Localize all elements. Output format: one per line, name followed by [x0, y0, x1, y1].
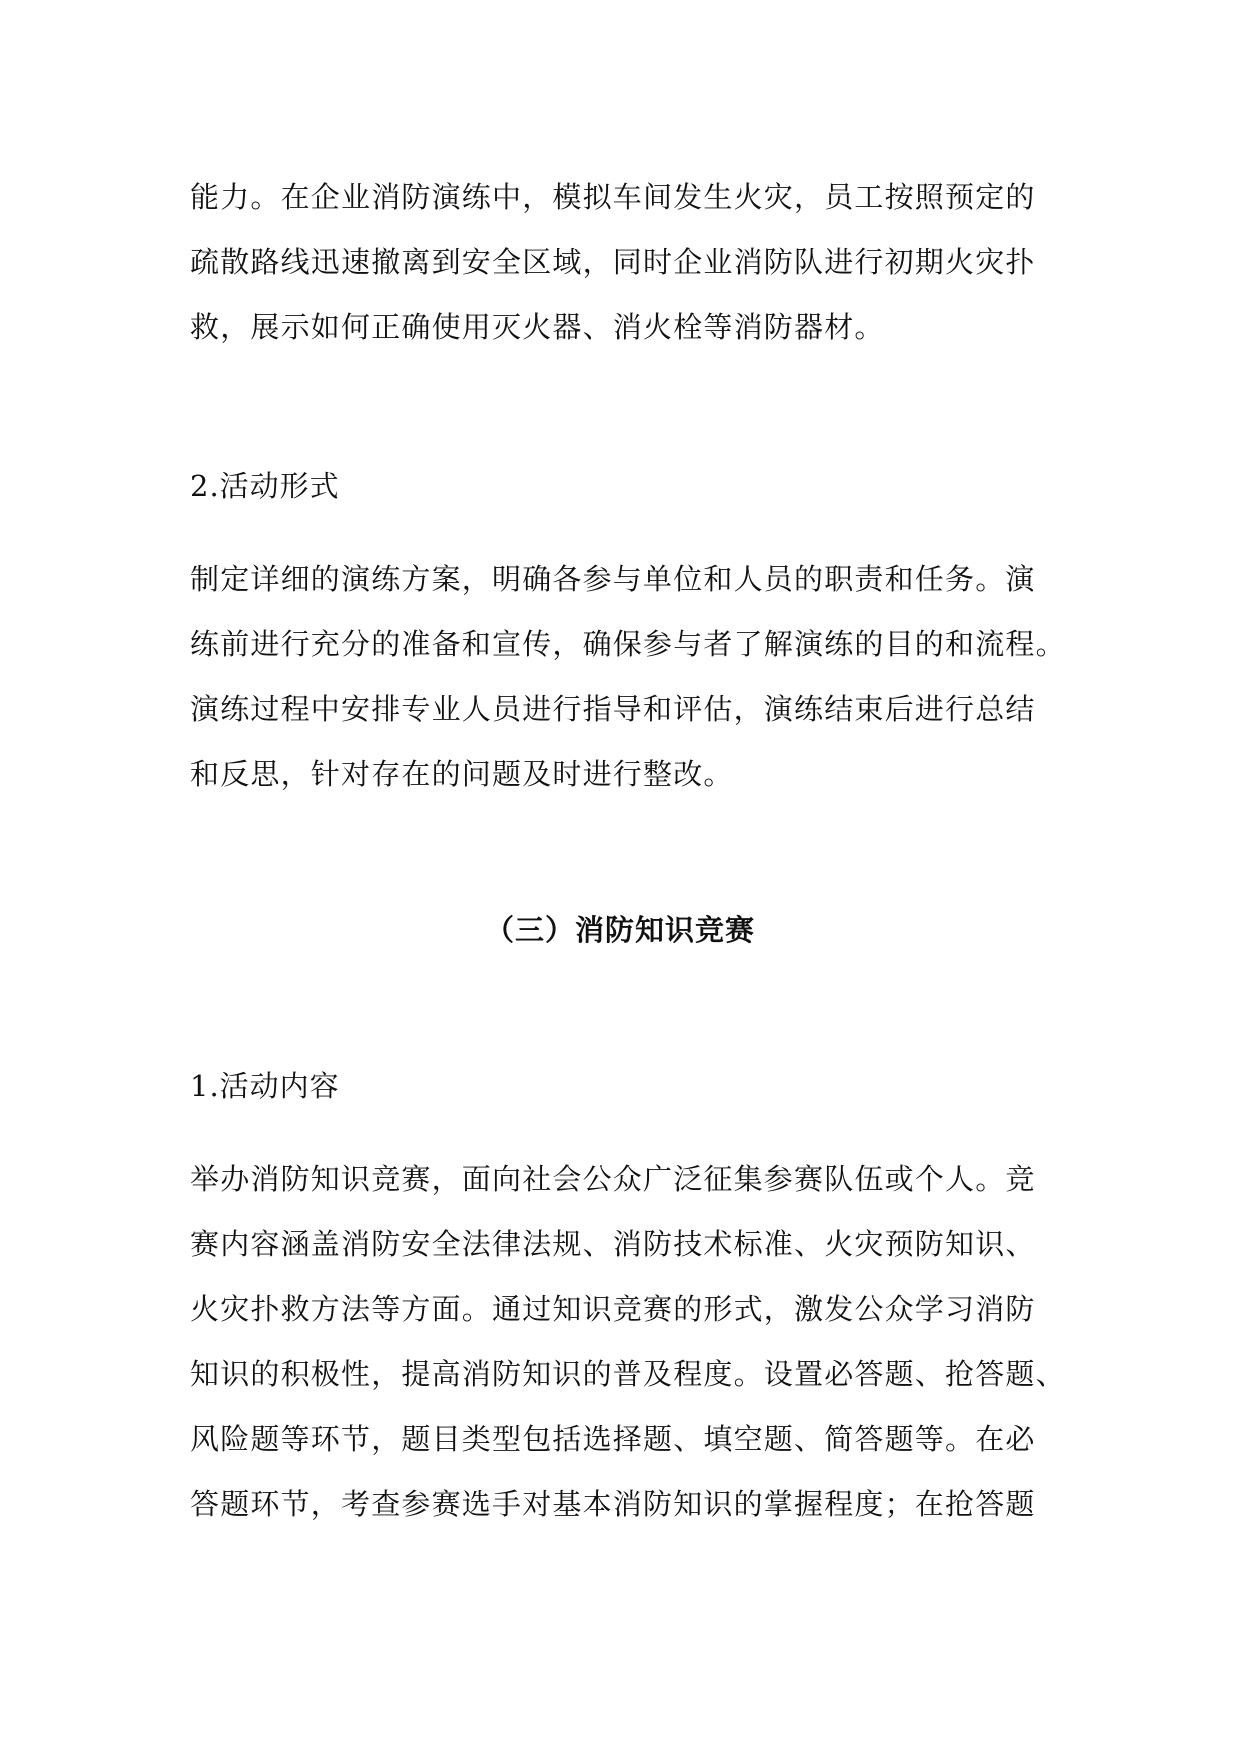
text-line: 能力。在企业消防演练中，模拟车间发生火灾，员工按照预定的 [190, 180, 1036, 214]
text-line: 火灾扑救方法等方面。通过知识竞赛的形式，激发公众学习消防 [190, 1292, 1036, 1326]
paragraph-activity-form [190, 547, 1066, 807]
paragraph-activity-content [190, 1147, 1066, 1537]
section-title-fire-knowledge-contest: （三）消防知识竞赛 [484, 913, 755, 947]
paragraph-fire-drill-description [190, 165, 1060, 360]
heading-activity-content: 1.活动内容 [190, 1069, 340, 1103]
text-line: 答题环节，考查参赛选手对基本消防知识的掌握程度；在抢答题 [190, 1487, 1036, 1521]
text-line: 制定详细的演练方案，明确各参与单位和人员的职责和任务。演 [190, 562, 1036, 596]
text-line: 赛内容涵盖消防安全法律法规、消防技术标准、火灾预防知识、 [190, 1227, 1036, 1261]
text-line: 疏散路线迅速撤离到安全区域，同时企业消防队进行初期火灾扑 [190, 245, 1036, 279]
text-line: 风险题等环节，题目类型包括选择题、填空题、简答题等。在必 [190, 1422, 1036, 1456]
text-line: 和反思，针对存在的问题及时进行整改。 [190, 757, 734, 791]
heading-activity-form: 2.活动形式 [190, 469, 340, 503]
text-line: 练前进行充分的准备和宣传，确保参与者了解演练的目的和流程。 [190, 627, 1066, 661]
text-line: 举办消防知识竞赛，面向社会公众广泛征集参赛队伍或个人。竞 [190, 1162, 1036, 1196]
text-line: 演练过程中安排专业人员进行指导和评估，演练结束后进行总结 [190, 692, 1036, 726]
text-line: 知识的积极性，提高消防知识的普及程度。设置必答题、抢答题、 [190, 1357, 1066, 1391]
text-line: 救，展示如何正确使用灭火器、消火栓等消防器材。 [190, 310, 885, 344]
